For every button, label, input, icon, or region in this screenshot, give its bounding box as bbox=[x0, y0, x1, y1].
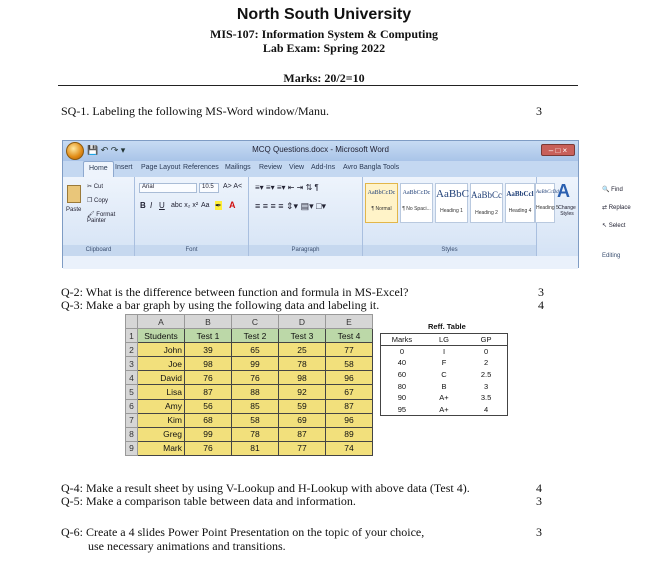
copy-label: Copy bbox=[94, 198, 109, 204]
reference-header-cell: LG bbox=[423, 334, 465, 346]
font-label: Font bbox=[135, 245, 248, 256]
style-heading-1-name: Heading 1 bbox=[440, 208, 463, 214]
reference-cell: 0 bbox=[465, 345, 507, 357]
header-cell[interactable]: Test 4 bbox=[326, 329, 373, 343]
style-heading-4-name: Heading 4 bbox=[508, 208, 532, 214]
font-name-select[interactable]: Arial bbox=[139, 183, 197, 193]
reference-cell: A+ bbox=[423, 404, 465, 416]
clipboard-group bbox=[63, 177, 135, 256]
tab-add-ins[interactable]: Add-Ins bbox=[311, 164, 336, 171]
tab-avro-bangla-tools[interactable]: Avro Bangla Tools bbox=[343, 164, 400, 171]
header-cell[interactable]: Students bbox=[138, 329, 185, 343]
col-letter[interactable]: A bbox=[138, 315, 185, 329]
table-row bbox=[126, 343, 373, 357]
style-heading-5-preview: AaBbCcDd bbox=[536, 190, 559, 195]
row-number[interactable]: 2 bbox=[126, 343, 138, 357]
score-cell[interactable]: 81 bbox=[232, 441, 279, 455]
score-cell[interactable]: 85 bbox=[232, 399, 279, 413]
col-letter[interactable]: D bbox=[279, 315, 326, 329]
style-heading-1[interactable] bbox=[435, 183, 468, 223]
question-q4: Q-4: Make a result sheet by using V-Lookup and H-Lookup with above data (Test 4). bbox=[61, 481, 470, 495]
university-title: North South University bbox=[236, 6, 412, 23]
col-letter[interactable]: E bbox=[326, 315, 373, 329]
select-button[interactable]: ↖ Select bbox=[602, 223, 626, 229]
tab-review[interactable]: Review bbox=[259, 164, 282, 171]
score-cell[interactable]: 76 bbox=[185, 371, 232, 385]
column-letter-row bbox=[126, 315, 373, 329]
score-cell[interactable]: 87 bbox=[326, 399, 373, 413]
question-sq1: SQ-1. Labeling the following MS-Word window/Manu. bbox=[61, 104, 330, 118]
style-heading-2-name: Heading 2 bbox=[475, 210, 498, 216]
window-controls[interactable]: – □ × bbox=[541, 144, 575, 156]
row-number[interactable]: 1 bbox=[126, 329, 138, 343]
italic-button[interactable]: I bbox=[150, 201, 153, 210]
table-row bbox=[126, 399, 373, 413]
list-indent-icons[interactable]: ≡▾ ≡▾ ≡▾ ⇤ ⇥ ⇅ ¶ bbox=[255, 183, 319, 192]
cut-button[interactable]: ✂ Cut bbox=[87, 184, 104, 190]
reference-header-row bbox=[381, 334, 508, 346]
student-name-cell[interactable]: David bbox=[138, 371, 185, 385]
score-cell[interactable]: 87 bbox=[185, 385, 232, 399]
style-heading-2-preview: AaBbCc bbox=[471, 190, 502, 200]
score-cell[interactable]: 96 bbox=[326, 371, 373, 385]
student-name-cell[interactable]: Amy bbox=[138, 399, 185, 413]
question-q3-marks: 4 bbox=[538, 298, 544, 312]
score-cell[interactable]: 96 bbox=[326, 413, 373, 427]
table-row bbox=[126, 357, 373, 371]
cut-label: Cut bbox=[93, 184, 104, 190]
header-row bbox=[126, 329, 373, 343]
score-cell[interactable]: 77 bbox=[279, 441, 326, 455]
header-cell[interactable]: Test 1 bbox=[185, 329, 232, 343]
clipboard-label: Clipboard bbox=[63, 245, 134, 256]
question-q6-line2: use necessary animations and transitions. bbox=[88, 539, 286, 553]
score-cell[interactable]: 39 bbox=[185, 343, 232, 357]
score-cell[interactable]: 74 bbox=[326, 441, 373, 455]
underline-button[interactable]: U bbox=[159, 201, 165, 210]
score-cell[interactable]: 88 bbox=[232, 385, 279, 399]
score-cell[interactable]: 78 bbox=[232, 427, 279, 441]
marks-line: Marks: 20/2=10 bbox=[283, 71, 365, 85]
reference-cell: 3 bbox=[465, 380, 507, 392]
header-divider bbox=[58, 85, 578, 86]
reference-cell: 0 bbox=[381, 345, 423, 357]
col-letter[interactable]: B bbox=[185, 315, 232, 329]
paragraph-group bbox=[249, 177, 363, 256]
reference-cell: C bbox=[441, 369, 447, 379]
word-ribbon-bottom-strip bbox=[63, 256, 578, 269]
student-name-cell[interactable]: John bbox=[138, 343, 185, 357]
student-name-cell[interactable]: Greg bbox=[138, 427, 185, 441]
format-painter-button[interactable]: 🖌 Format Painter bbox=[87, 212, 116, 224]
table-row bbox=[126, 371, 373, 385]
style-heading-5[interactable] bbox=[535, 183, 559, 223]
reference-cell: 4 bbox=[465, 404, 507, 416]
score-cell[interactable]: 76 bbox=[185, 441, 232, 455]
score-cell[interactable]: 56 bbox=[185, 399, 232, 413]
row-number[interactable]: 4 bbox=[126, 371, 138, 385]
table-row bbox=[126, 413, 373, 427]
tab-mailings[interactable]: Mailings bbox=[225, 164, 251, 171]
question-q5: Q-5: Make a comparison table between data and information. bbox=[61, 494, 356, 508]
styles-group bbox=[363, 177, 537, 256]
copy-button[interactable]: ❐ Copy bbox=[87, 198, 109, 204]
strike-sub-super-icons[interactable]: abc x₂ x² bbox=[171, 202, 199, 209]
student-name-cell[interactable]: Lisa bbox=[138, 385, 185, 399]
tab-page-layout[interactable]: Page Layout bbox=[141, 164, 181, 171]
score-cell[interactable]: 25 bbox=[279, 343, 326, 357]
style-heading-1-preview: AaBbC bbox=[436, 188, 469, 200]
styles-label: Styles bbox=[363, 245, 536, 256]
reference-cell: 60 bbox=[381, 369, 423, 381]
word-window-title: MCQ Questions.docx - Microsoft Word bbox=[252, 145, 389, 154]
paste-icon[interactable] bbox=[67, 185, 81, 203]
reference-cell: B bbox=[441, 381, 447, 391]
style-heading-2[interactable] bbox=[470, 183, 503, 223]
row-number[interactable]: 7 bbox=[126, 413, 138, 427]
reference-cell: 80 bbox=[381, 380, 423, 392]
word-title-bar bbox=[63, 141, 578, 161]
row-number[interactable]: 6 bbox=[126, 399, 138, 413]
score-cell[interactable]: 59 bbox=[279, 399, 326, 413]
reference-cell: I bbox=[442, 346, 446, 356]
header-cell[interactable]: Test 3 bbox=[279, 329, 326, 343]
exam-title: Lab Exam: Spring 2022 bbox=[262, 41, 386, 55]
reference-cell: A+ bbox=[439, 393, 449, 403]
student-marks-sheet bbox=[125, 314, 373, 456]
reference-row bbox=[381, 404, 508, 416]
reference-cell: 90 bbox=[381, 392, 423, 404]
score-cell[interactable]: 65 bbox=[232, 343, 279, 357]
student-name-cell[interactable]: Kim bbox=[138, 413, 185, 427]
reference-cell: 95 bbox=[381, 404, 423, 416]
score-cell[interactable]: 78 bbox=[279, 357, 326, 371]
style-normal-preview: AaBbCcDc bbox=[367, 190, 396, 196]
reference-cell: F bbox=[441, 358, 447, 368]
ribbon bbox=[63, 177, 578, 256]
style-heading-5-name: Heading 5 bbox=[536, 205, 559, 211]
tab-references[interactable]: References bbox=[183, 164, 219, 171]
select-label: Select bbox=[608, 223, 626, 229]
score-cell[interactable]: 99 bbox=[185, 427, 232, 441]
reference-row bbox=[381, 369, 508, 381]
question-q6-line1: Q-6: Create a 4 slides Power Point Presentation on the topic of your choice, bbox=[61, 525, 425, 539]
style-normal-name: ¶ Normal bbox=[371, 206, 392, 212]
font-size-select[interactable]: 10.5 bbox=[199, 183, 219, 193]
change-styles-icon[interactable]: A bbox=[557, 181, 570, 201]
align-icons[interactable]: ≡ ≡ ≡ ≡ ⇕▾ ▤▾ □▾ bbox=[255, 201, 327, 211]
paste-button[interactable]: Paste bbox=[66, 207, 82, 213]
score-cell[interactable]: 58 bbox=[326, 357, 373, 371]
tab-home[interactable]: Home bbox=[83, 161, 114, 177]
question-q3: Q-3: Make a bar graph by using the following data and labeling it. bbox=[61, 298, 380, 312]
score-cell[interactable]: 98 bbox=[279, 371, 326, 385]
question-q4-marks: 4 bbox=[536, 481, 542, 495]
ribbon-tabs bbox=[63, 161, 578, 177]
score-cell[interactable]: 98 bbox=[185, 357, 232, 371]
font-group bbox=[135, 177, 249, 256]
reference-row bbox=[381, 357, 508, 369]
row-number[interactable]: 3 bbox=[126, 357, 138, 371]
style-heading-4-preview: AaBbCcl bbox=[506, 190, 534, 198]
reference-row bbox=[381, 345, 508, 357]
score-cell[interactable]: 87 bbox=[279, 427, 326, 441]
change-case-icon[interactable]: Aa bbox=[201, 202, 210, 209]
row-number[interactable]: 9 bbox=[126, 441, 138, 455]
style-no-spacing-preview: AaBbCcDc bbox=[402, 190, 431, 196]
row-number[interactable]: 5 bbox=[126, 385, 138, 399]
replace-button[interactable]: ⇄ Replace bbox=[602, 205, 631, 211]
reference-cell: 2.5 bbox=[465, 369, 507, 381]
student-name-cell[interactable]: Joe bbox=[138, 357, 185, 371]
course-title: MIS-107: Information System & Computing bbox=[210, 27, 438, 41]
reference-cell: 2 bbox=[465, 357, 507, 369]
question-q6-marks: 3 bbox=[536, 525, 542, 539]
tab-insert[interactable]: Insert bbox=[115, 164, 133, 171]
table-row bbox=[126, 441, 373, 455]
question-q2-marks: 3 bbox=[538, 285, 544, 299]
reference-header-cell: Marks bbox=[381, 334, 423, 346]
sheet-corner[interactable] bbox=[126, 315, 138, 329]
score-cell[interactable]: 99 bbox=[232, 357, 279, 371]
reference-table-title: Reff. Table bbox=[428, 322, 466, 331]
reference-row bbox=[381, 380, 508, 392]
header-cell[interactable]: Test 2 bbox=[232, 329, 279, 343]
student-name-cell[interactable]: Mark bbox=[138, 441, 185, 455]
replace-label: Replace bbox=[608, 205, 631, 211]
style-normal[interactable] bbox=[365, 183, 398, 223]
format-painter-label: Format Painter bbox=[87, 212, 116, 224]
score-cell[interactable]: 68 bbox=[185, 413, 232, 427]
table-row bbox=[126, 427, 373, 441]
editing-group bbox=[602, 186, 636, 265]
word-window-screenshot bbox=[62, 140, 579, 268]
question-sq1-marks: 3 bbox=[536, 104, 542, 118]
style-no-spacing-name: ¶ No Spaci... bbox=[402, 206, 431, 212]
tab-view[interactable]: View bbox=[289, 164, 305, 171]
score-cell[interactable]: 58 bbox=[232, 413, 279, 427]
score-cell[interactable]: 69 bbox=[279, 413, 326, 427]
reference-cell: 3.5 bbox=[465, 392, 507, 404]
score-cell[interactable]: 76 bbox=[232, 371, 279, 385]
font-color-icon[interactable]: A bbox=[229, 200, 236, 210]
score-cell[interactable]: 77 bbox=[326, 343, 373, 357]
grow-shrink-font-icons[interactable]: A˃ A˂ bbox=[223, 183, 243, 190]
table-row bbox=[126, 385, 373, 399]
score-cell[interactable]: 89 bbox=[326, 427, 373, 441]
question-q2: Q-2: What is the difference between function and formula in MS-Excel? bbox=[61, 285, 409, 299]
style-heading-4[interactable] bbox=[505, 183, 535, 223]
quick-access-toolbar[interactable]: 💾 ↶ ↷ ▾ bbox=[87, 145, 126, 155]
reference-row bbox=[381, 392, 508, 404]
question-q5-marks: 3 bbox=[536, 494, 542, 508]
change-styles-button[interactable]: Change Styles bbox=[558, 205, 576, 217]
find-label: Find bbox=[611, 187, 623, 193]
bold-button[interactable]: B bbox=[140, 201, 146, 210]
reference-header-cell: GP bbox=[465, 334, 507, 346]
score-cell[interactable]: 92 bbox=[279, 385, 326, 399]
col-letter[interactable]: C bbox=[232, 315, 279, 329]
reference-cell: 40 bbox=[381, 357, 423, 369]
highlight-icon[interactable]: ✒ bbox=[215, 201, 222, 210]
paragraph-label: Paragraph bbox=[249, 245, 362, 256]
styles-overflow bbox=[537, 177, 580, 256]
row-number[interactable]: 8 bbox=[126, 427, 138, 441]
style-no-spacing[interactable] bbox=[400, 183, 433, 223]
find-button[interactable]: 🔍 Find bbox=[602, 187, 623, 193]
editing-label: Editing bbox=[602, 253, 621, 259]
score-cell[interactable]: 67 bbox=[326, 385, 373, 399]
